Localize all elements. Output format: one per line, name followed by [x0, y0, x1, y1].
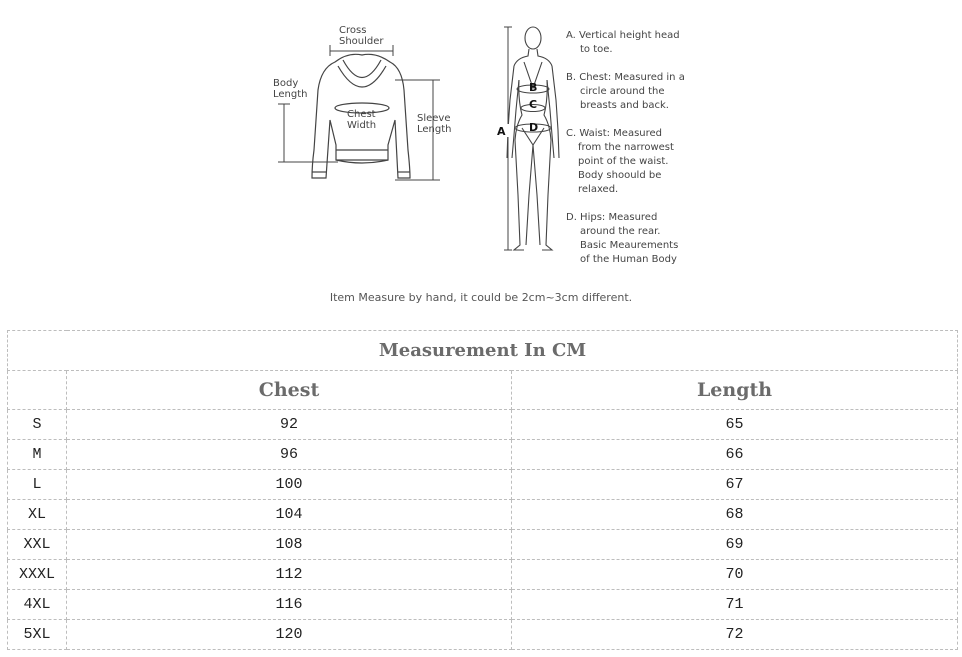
chest-cell: 120	[67, 620, 512, 650]
marker-a: A	[497, 125, 506, 138]
table-header-row	[8, 371, 958, 410]
chest-cell: 96	[67, 440, 512, 470]
length-cell: 72	[512, 620, 958, 650]
header-length: Length	[512, 371, 958, 410]
size-cell: XL	[8, 500, 67, 530]
size-cell: 4XL	[8, 590, 67, 620]
legend-d-line-2: around the rear.	[580, 226, 661, 237]
legend-c-line-4: Body shoould be	[578, 170, 662, 181]
legend-d-line-4: of the Human Body	[580, 254, 677, 265]
legend-c-line-3: point of the waist.	[578, 156, 669, 167]
marker-b: B	[529, 81, 538, 94]
chest-cell: 100	[67, 470, 512, 500]
chest-width-label-2: Width	[347, 120, 377, 131]
size-cell: M	[8, 440, 67, 470]
measure-note: Item Measure by hand, it could be 2cm~3cm different.	[329, 291, 633, 304]
legend-c-line-5: relaxed.	[578, 184, 619, 195]
measurement-legend	[566, 30, 685, 265]
legend-a-line-2: to toe.	[580, 44, 613, 55]
chest-cell: 92	[67, 410, 512, 440]
length-cell: 65	[512, 410, 958, 440]
chest-cell: 112	[67, 560, 512, 590]
table-row	[8, 590, 958, 620]
body-length-label-1: Body	[273, 78, 299, 89]
legend-b-line-1: B. Chest: Measured in a	[566, 72, 685, 83]
size-cell: 5XL	[8, 620, 67, 650]
human-body-drawing	[507, 27, 559, 250]
legend-a-line-1: A. Vertical height head	[566, 30, 680, 41]
measurement-illustration	[0, 0, 962, 320]
sleeve-length-label-2: Length	[417, 124, 452, 135]
header-size-empty	[8, 371, 67, 410]
table-row	[8, 620, 958, 650]
table-body	[8, 410, 958, 650]
table-row	[8, 410, 958, 440]
cross-shoulder-label-1: Cross	[339, 25, 367, 36]
chest-cell: 108	[67, 530, 512, 560]
table-row	[8, 470, 958, 500]
table-row	[8, 530, 958, 560]
legend-d-line-1: D. Hips: Measured	[566, 212, 658, 223]
marker-c: C	[529, 98, 538, 111]
table-row	[8, 500, 958, 530]
chest-cell: 116	[67, 590, 512, 620]
table-title: Measurement In CM	[8, 331, 958, 371]
size-cell: XXL	[8, 530, 67, 560]
length-cell: 71	[512, 590, 958, 620]
sleeve-length-label-1: Sleeve	[417, 113, 451, 124]
marker-d: D	[529, 121, 539, 134]
size-cell: XXXL	[8, 560, 67, 590]
chest-cell: 104	[67, 500, 512, 530]
length-cell: 67	[512, 470, 958, 500]
legend-d-line-3: Basic Meaurements	[580, 240, 679, 251]
size-chart-table	[7, 330, 958, 650]
legend-c-line-1: C. Waist: Measured	[566, 128, 663, 139]
table-row	[8, 560, 958, 590]
table-title-row	[8, 331, 958, 371]
table-row	[8, 440, 958, 470]
chest-width-label-1: Chest	[347, 109, 376, 120]
length-cell: 66	[512, 440, 958, 470]
cross-shoulder-label-2: Shoulder	[339, 36, 384, 47]
size-cell: S	[8, 410, 67, 440]
size-cell: L	[8, 470, 67, 500]
length-cell: 69	[512, 530, 958, 560]
header-chest: Chest	[67, 371, 512, 410]
legend-c-line-2: from the narrowest	[578, 142, 674, 153]
length-cell: 70	[512, 560, 958, 590]
body-length-label-2: Length	[273, 89, 308, 100]
legend-b-line-3: breasts and back.	[580, 100, 669, 111]
length-cell: 68	[512, 500, 958, 530]
legend-b-line-2: circle around the	[580, 86, 665, 97]
